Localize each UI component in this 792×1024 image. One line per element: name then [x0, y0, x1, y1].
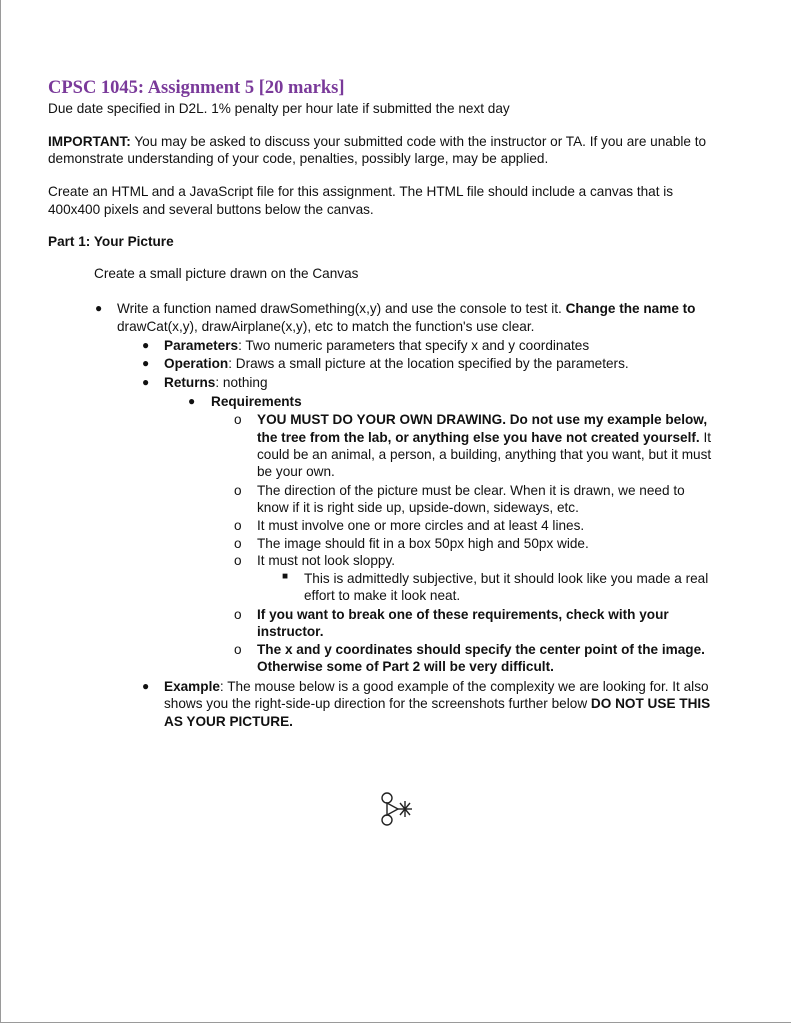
operation-text: : Draws a small picture at the location specified by the parameters. — [228, 356, 629, 371]
example-line-3: AS YOUR PICTURE. — [164, 714, 293, 729]
important-text-1: You may be asked to discuss your submitted code with the instructor or TA. If you are unable to — [130, 134, 707, 149]
important-label: IMPORTANT: — [48, 134, 131, 149]
circle-bullet: o — [234, 553, 242, 568]
bullet-dot: ● — [142, 679, 150, 693]
returns-text: : nothing — [215, 375, 268, 390]
intro-line-1: Create an HTML and a JavaScript file for this assignment. The HTML file should include a canvas that is — [48, 184, 674, 199]
req1-line-1: YOU MUST DO YOUR OWN DRAWING. Do not use my example below, — [257, 412, 708, 427]
important-line-1 — [48, 133, 706, 151]
returns-label: Returns — [164, 375, 216, 390]
important-line-2: demonstrate understanding of your code, penalties, possibly large, may be applied. — [48, 151, 549, 166]
part1-subtitle: Create a small picture drawn on the Canvas — [94, 266, 359, 281]
requirements-label: Requirements — [211, 394, 302, 409]
example-line-2 — [164, 695, 710, 713]
example-text-2: shows you the right-side-up direction for the screenshots further below — [164, 696, 591, 711]
req3-line: It must involve one or more circles and at least 4 lines. — [257, 518, 585, 533]
operation-line — [164, 355, 629, 373]
circle-bullet: o — [234, 412, 242, 427]
change-name-bold: Change the name to — [565, 301, 696, 316]
circle-bullet: o — [234, 607, 242, 622]
circle-bullet: o — [234, 518, 242, 533]
parameters-line — [164, 337, 589, 355]
req4-line: The image should fit in a box 50px high and 50px wide. — [257, 536, 589, 551]
req5-line: It must not look sloppy. — [257, 553, 396, 568]
bullet-dot: ● — [142, 338, 150, 352]
returns-line — [164, 374, 268, 392]
req6-line-1: If you want to break one of these requirements, check with your — [257, 607, 669, 622]
intro-line-2: 400x400 pixels and several buttons below the canvas. — [48, 202, 374, 217]
req5-sub-line-1: This is admittedly subjective, but it should look like you made a real — [304, 571, 709, 586]
example-label: Example — [164, 679, 220, 694]
parameters-label: Parameters — [164, 338, 239, 353]
example-mouse-drawing — [378, 790, 418, 830]
req7-line-1: The x and y coordinates should specify the center point of the image. — [257, 642, 705, 657]
function-text: Write a function named drawSomething(x,y) and use the console to test it. — [117, 301, 566, 316]
square-bullet: ■ — [282, 571, 289, 582]
bullet-dot: ● — [142, 356, 150, 370]
bullet-dot: ● — [95, 301, 103, 315]
req5-sub-line-2: effort to make it look neat. — [304, 588, 461, 603]
bullet-dot: ● — [188, 394, 196, 408]
circle-bullet: o — [234, 536, 242, 551]
req1-rest: It — [699, 430, 712, 445]
bullet-dot: ● — [142, 375, 150, 389]
parameters-text: : Two numeric parameters that specify x and y coordinates — [238, 338, 590, 353]
circle-bullet: o — [234, 642, 242, 657]
function-line-1 — [117, 300, 696, 318]
req1-line-4: be your own. — [257, 464, 335, 479]
req2-line-1: The direction of the picture must be clear. When it is drawn, we need to — [257, 483, 685, 498]
req1-line-2 — [257, 429, 711, 447]
req7-line-2: Otherwise some of Part 2 will be very difficult. — [257, 659, 554, 674]
operation-label: Operation — [164, 356, 229, 371]
req2-line-2: know if it is right side up, upside-down, sideways, etc. — [257, 500, 579, 515]
assignment-title: CPSC 1045: Assignment 5 [20 marks] — [48, 78, 345, 98]
req6-line-2: instructor. — [257, 624, 324, 639]
function-line-2: drawCat(x,y), drawAirplane(x,y), etc to match the function's use clear. — [117, 319, 535, 334]
req1-bold: the tree from the lab, or anything else you have not created yourself. — [257, 430, 700, 445]
example-text: : The mouse below is a good example of the complexity we are looking for. It also — [219, 679, 709, 694]
part1-heading: Part 1: Your Picture — [48, 234, 174, 249]
circle-bullet: o — [234, 483, 242, 498]
example-line-1 — [164, 678, 709, 696]
req1-line-3: could be an animal, a person, a building, anything that you want, but it must — [257, 447, 712, 462]
do-not-use-bold: DO NOT USE THIS — [590, 696, 711, 711]
due-date-line: Due date specified in D2L. 1% penalty per hour late if submitted the next day — [48, 101, 510, 116]
